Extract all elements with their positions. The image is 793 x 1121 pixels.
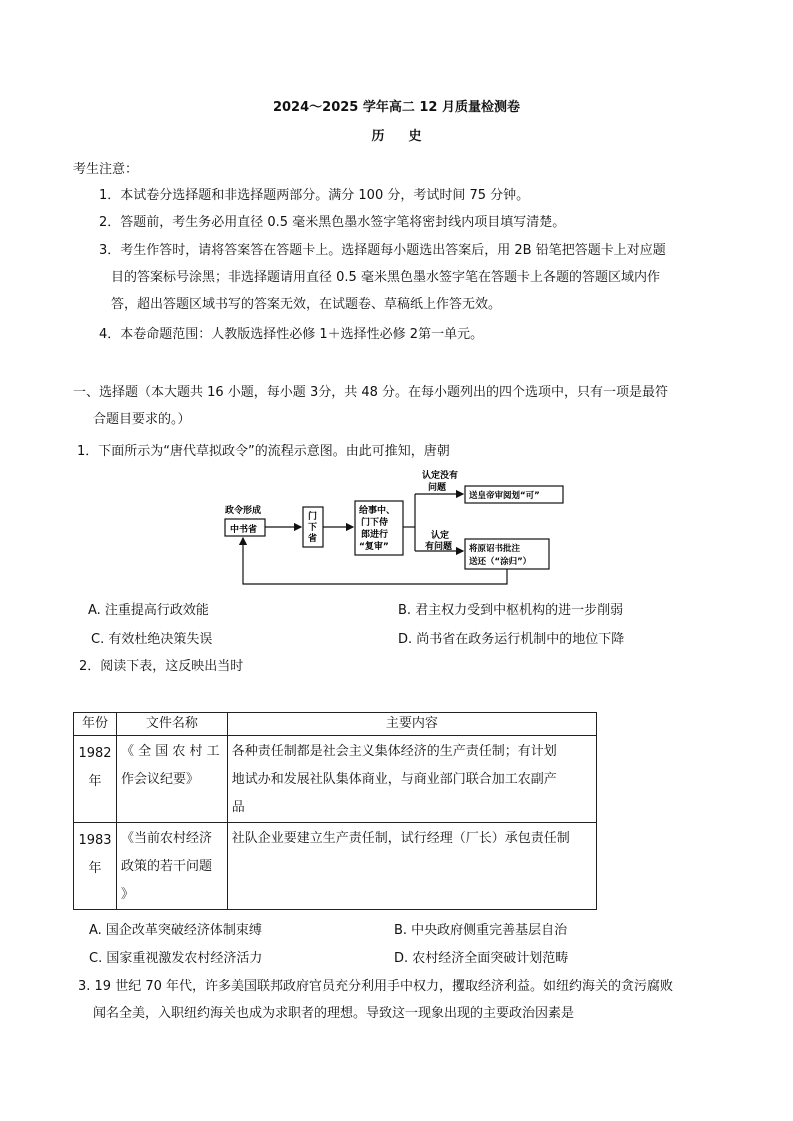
content-line: 各种责任制都是社会主义集体经济的生产责任制；有计划	[231, 744, 557, 759]
box-menxia-char: 门	[308, 512, 318, 522]
notice-line: 3．考生作答时，请将答案答在答题卡上。选择题每小题选出答案后，用 2B 铅笔把答题卡上对应题	[99, 243, 666, 258]
notice-line: 目的答案标号涂黑；非选择题请用直径 0.5 毫米黑色墨水签字笔在答题卡上各题的答题区域内作	[111, 270, 660, 285]
box-zhongshu-label: 中书省	[230, 525, 258, 535]
notice-line: 答，超出答题区域书写的答案无效，在试题卷、草稿纸上作答无效。	[111, 297, 502, 312]
year-line: 年	[88, 861, 102, 876]
section-heading-cont: 合题目要求的。）	[93, 412, 191, 427]
q1-option-b[interactable]: B. 君主权力受到中枢机构的进一步削弱	[398, 603, 624, 618]
table-cell-content	[227, 736, 596, 823]
box-review-line: 郎进行	[361, 530, 389, 540]
table-cell-year	[74, 823, 117, 910]
table-cell-year	[74, 736, 117, 823]
table-row	[74, 823, 597, 910]
table-cell-file	[116, 736, 227, 823]
notice-heading: 考生注意：	[73, 162, 139, 177]
box-review-line: 门下侍	[361, 518, 389, 528]
box-menxia-char: 省	[308, 534, 318, 544]
question-2-stem: 2．阅读下表，这反映出当时	[79, 659, 244, 674]
label-problem: 有问题	[425, 542, 453, 552]
file-line: 》	[120, 887, 134, 902]
section-heading: 一、选择题（本大题共 16 小题，每小题 3分，共 48 分。在每小题列出的四个选项中，只有一项是最符	[73, 385, 669, 400]
q2-option-d[interactable]: D. 农村经济全面突破计划范畴	[394, 951, 569, 966]
table-header: 主要内容	[227, 713, 596, 736]
q1-option-d[interactable]: D. 尚书省在政务运行机制中的地位下降	[398, 632, 625, 647]
box-ok-label: 送皇帝审阅划“可”	[469, 491, 540, 501]
content-line: 地试办和发展社队集体商业，与商业部门联合加工农副产	[231, 772, 557, 787]
exam-title: 2024～2025 学年高二 12 月质量检测卷	[272, 100, 521, 115]
table-row	[74, 736, 597, 823]
table-cell-file	[116, 823, 227, 910]
question-1-stem: 1．下面所示为“唐代草拟政令”的流程示意图。由此可推知，唐朝	[77, 444, 450, 459]
table-header-row	[74, 713, 597, 736]
subject-char: 史	[408, 129, 422, 144]
q2-option-b[interactable]: B. 中央政府侧重完善基层自治	[394, 923, 568, 938]
box-return-line: 将原诏书批注	[469, 544, 521, 554]
box-review-line: “复审”	[359, 542, 389, 552]
q2-table	[73, 712, 597, 910]
box-review-line: 给事中、	[359, 506, 396, 516]
notice-line: 1．本试卷分选择题和非选择题两部分。满分 100 分，考试时间 75 分钟。	[99, 188, 530, 203]
table-header: 年份	[74, 713, 117, 736]
q1-option-a[interactable]: A. 注重提高行政效能	[88, 603, 209, 618]
box-menxia-char: 下	[308, 523, 318, 533]
label-problem: 认定	[431, 531, 450, 541]
subject-char: 历	[371, 129, 385, 144]
label-form: 政令形成	[225, 506, 262, 516]
box-return-line: 送还（“涂归”）	[469, 557, 532, 567]
flow-diagram	[215, 465, 565, 590]
label-ok: 问题	[428, 483, 447, 493]
table-header: 文件名称	[116, 713, 227, 736]
label-ok: 认定没有	[422, 471, 459, 481]
question-3-stem: 3. 19 世纪 70 年代，许多美国联邦政府官员充分利用手中权力，攫取经济利益。如纽约海关的贪污腐败	[78, 979, 674, 994]
content-line: 社队企业要建立生产责任制，试行经理（厂长）承包责任制	[231, 831, 570, 846]
content-line: 品	[231, 800, 245, 815]
notice-line: 4．本卷命题范围：人教版选择性必修 1＋选择性必修 2第一单元。	[99, 327, 484, 342]
year-line: 1983	[78, 833, 112, 848]
question-3-stem-cont: 闻名全美，入职纽约海关也成为求职者的理想。导致这一现象出现的主要政治因素是	[93, 1006, 575, 1021]
file-line: 《 全 国 农 村 工	[120, 744, 220, 759]
table-cell-content	[227, 823, 596, 910]
year-line: 1982	[78, 746, 112, 761]
subject-title	[0, 125, 793, 144]
q2-option-a[interactable]: A. 国企改革突破经济体制束缚	[89, 923, 262, 938]
file-line: 作会议纪要》	[120, 772, 199, 787]
notice-line: 2．答题前，考生务必用直径 0.5 毫米黑色墨水签字笔将密封线内项目填写清楚。	[99, 215, 566, 230]
q2-option-c[interactable]: C. 国家重视激发农村经济活力	[89, 951, 263, 966]
year-line: 年	[88, 774, 102, 789]
file-line: 政策的若干问题	[120, 859, 212, 874]
file-line: 《当前农村经济	[120, 831, 212, 846]
q1-option-c[interactable]: C. 有效杜绝决策失误	[91, 632, 213, 647]
